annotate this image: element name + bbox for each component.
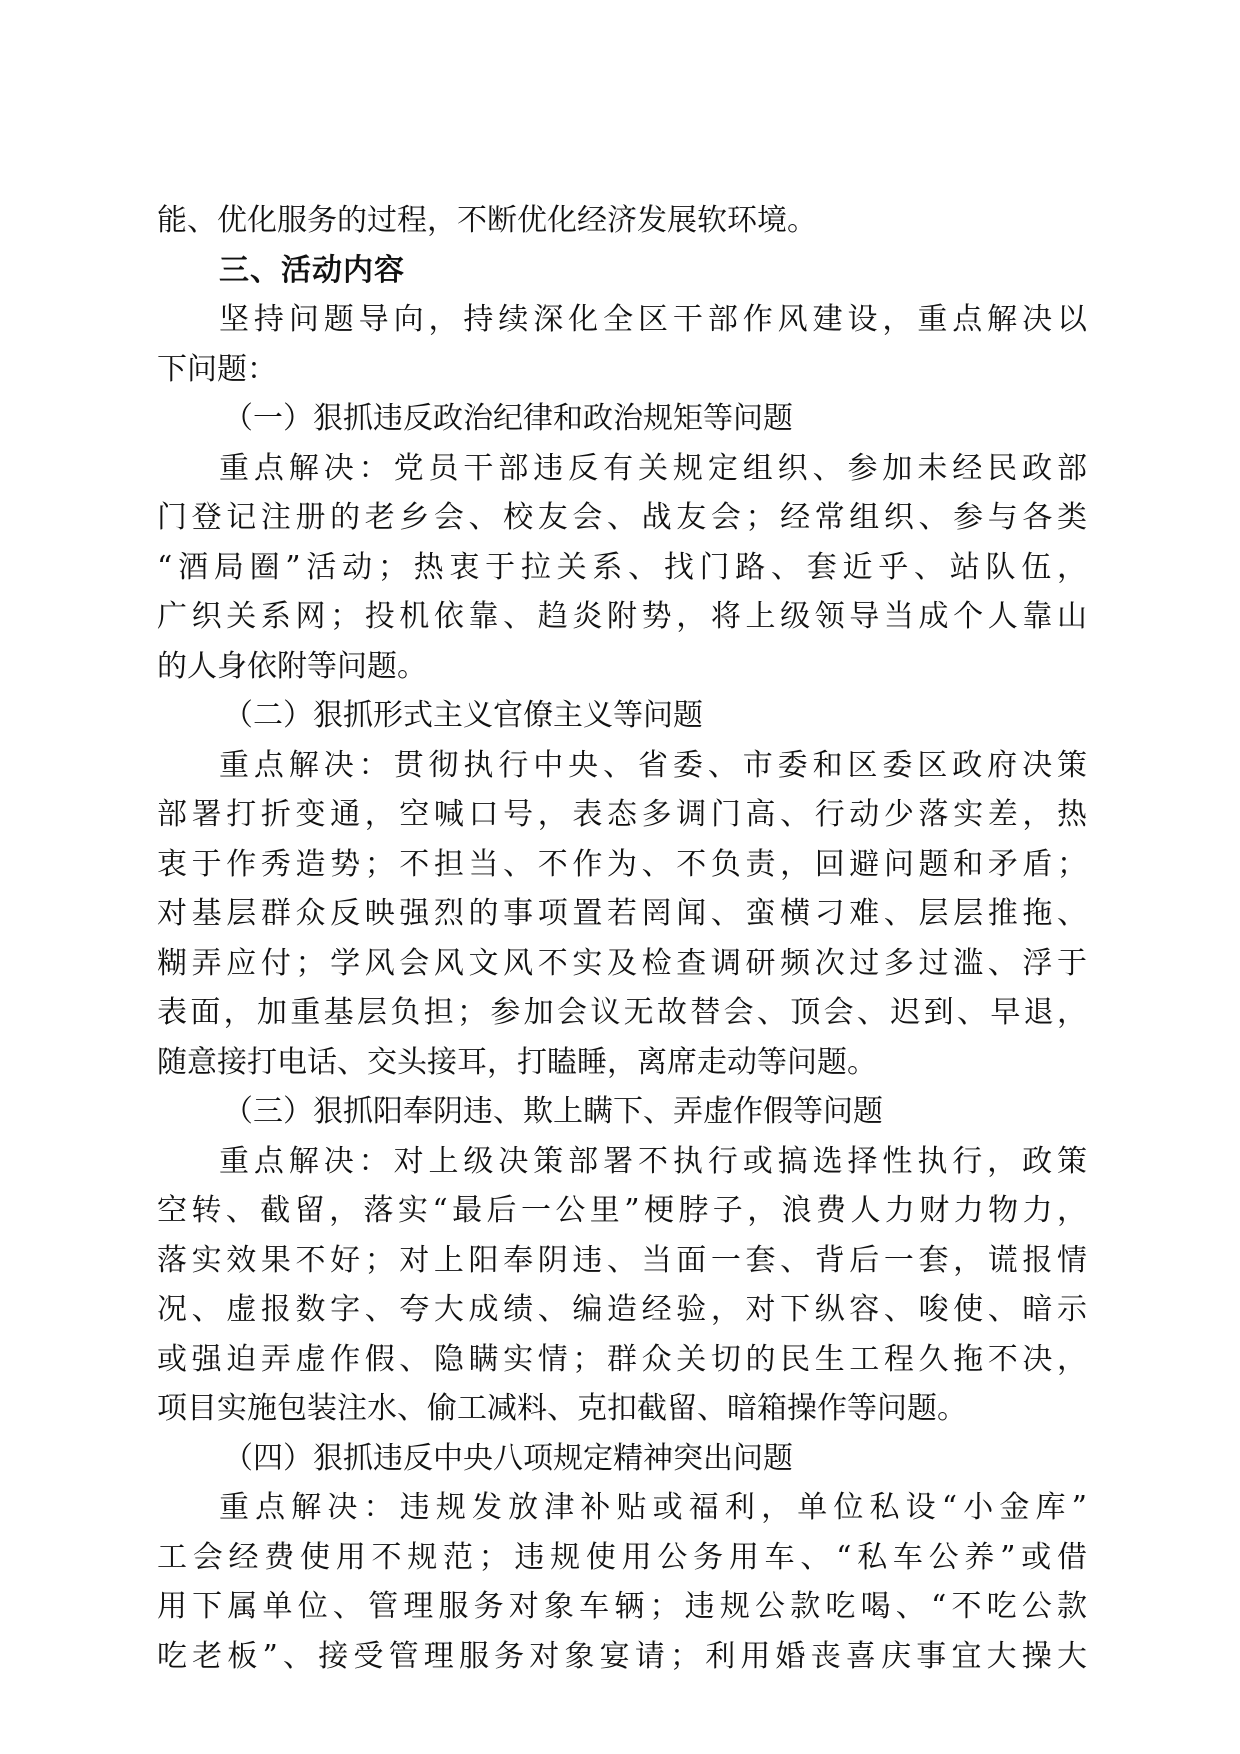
subsection-heading: （三）狠抓阳奉阴违、欺上瞒下、弄虚作假等问题 [223, 1094, 883, 1129]
paragraph-line: 随意接打电话、交头接耳，打瞌睡，离席走动等问题。 [157, 1044, 877, 1080]
paragraph-line: 重点解决：对上级决策部署不执行或搞选择性执行，政策 [219, 1143, 1087, 1179]
paragraph-line: 重点解决：违规发放津补贴或福利，单位私设“小金库” [219, 1490, 1087, 1525]
paragraph-line: 广织关系网；投机依靠、趋炎附势，将上级领导当成个人靠山 [157, 599, 1087, 634]
paragraph-line: 或强迫弄虚作假、隐瞒实情；群众关切的民生工程久拖不决， [157, 1341, 1087, 1377]
paragraph-line: 门登记注册的老乡会、校友会、战友会；经常组织、参与各类 [157, 500, 1087, 535]
paragraph-line: 下问题： [157, 351, 277, 387]
paragraph-line: 对基层群众反映强烈的事项置若罔闻、蛮横刁难、层层推拖、 [157, 896, 1087, 931]
paragraph-line: 用下属单位、管理服务对象车辆；违规公款吃喝、“不吃公款 [157, 1589, 1087, 1624]
paragraph-line: 坚持问题导向，持续深化全区干部作风建设，重点解决以 [219, 302, 1087, 337]
paragraph-line: 的人身依附等问题。 [157, 648, 427, 684]
paragraph-line: 部署打折变通，空喊口号，表态多调门高、行动少落实差，热 [157, 797, 1087, 832]
paragraph-line: 重点解决：党员干部违反有关规定组织、参加未经民政部 [219, 450, 1087, 486]
subsection-heading: （二）狠抓形式主义官僚主义等问题 [223, 698, 703, 733]
section-heading: 三、活动内容 [219, 252, 405, 288]
paragraph-line: 糊弄应付；学风会风文风不实及检查调研频次过多过滥、浮于 [157, 945, 1087, 981]
paragraph-line: 工会经费使用不规范；违规使用公务用车、“私车公养”或借 [157, 1539, 1087, 1575]
paragraph-line: 落实效果不好；对上阳奉阴违、当面一套、背后一套，谎报情 [157, 1242, 1087, 1278]
paragraph-line: 重点解决：贯彻执行中央、省委、市委和区委区政府决策 [219, 747, 1087, 783]
paragraph-line: 吃老板”、接受管理服务对象宴请；利用婚丧喜庆事宜大操大 [157, 1638, 1087, 1674]
paragraph-line: 能、优化服务的过程，不断优化经济发展软环境。 [157, 203, 817, 238]
paragraph-line: “酒局圈”活动；热衷于拉关系、找门路、套近乎、站队伍， [157, 549, 1087, 585]
paragraph-line: 项目实施包装注水、偷工减料、克扣截留、暗箱操作等问题。 [157, 1391, 967, 1426]
paragraph-line: 空转、截留，落实“最后一公里”梗脖子，浪费人力财力物力， [157, 1193, 1087, 1228]
paragraph-line: 况、虚报数字、夸大成绩、编造经验，对下纵容、唆使、暗示 [157, 1292, 1087, 1327]
paragraph-line: 衷于作秀造势；不担当、不作为、不负责，回避问题和矛盾； [157, 846, 1087, 882]
subsection-heading: （一）狠抓违反政治纪律和政治规矩等问题 [223, 401, 793, 436]
subsection-heading: （四）狠抓违反中央八项规定精神突出问题 [223, 1440, 793, 1476]
paragraph-line: 表面，加重基层负担；参加会议无故替会、顶会、迟到、早退， [157, 995, 1087, 1030]
document-body [157, 196, 1087, 1681]
